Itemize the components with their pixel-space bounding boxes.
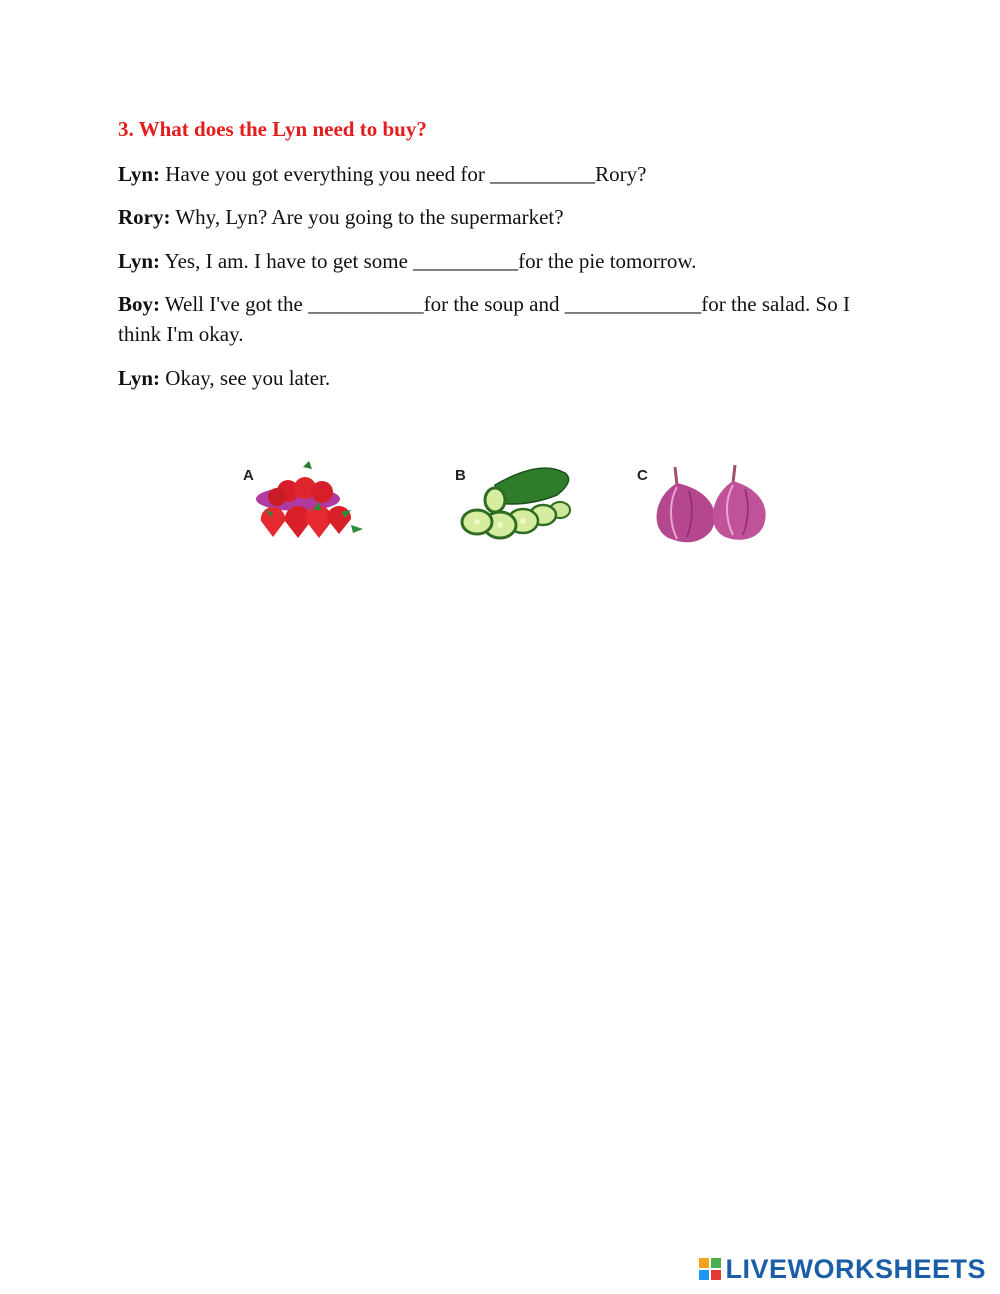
speaker-label: Lyn:	[118, 366, 161, 390]
brand-name: LIVEWORKSHEETS	[725, 1253, 986, 1284]
speaker-label: Lyn:	[118, 249, 161, 273]
onions-icon	[637, 455, 777, 550]
dialogue-line-4	[118, 289, 888, 349]
answer-options	[0, 455, 1000, 555]
brand-watermark	[699, 1254, 986, 1284]
dialogue-text: Why, Lyn? Are you going to the supermarket?	[175, 205, 564, 229]
dialogue-text: Okay, see you later.	[165, 366, 331, 390]
dialogue-text: Have you got everything you need for __________Rory?	[165, 162, 647, 186]
option-a	[243, 455, 368, 550]
dialogue-line-3	[118, 246, 888, 276]
cucumber-icon	[455, 455, 580, 550]
dialogue-line-2	[118, 202, 888, 232]
speaker-label: Rory:	[118, 205, 171, 229]
speaker-label: Boy:	[118, 292, 160, 316]
option-label: A	[243, 467, 254, 484]
dialogue-line-5	[118, 363, 888, 393]
option-c	[637, 455, 777, 550]
question-title: 3. What does the Lyn need to buy?	[118, 117, 427, 141]
dialogue-line-1	[118, 159, 888, 189]
option-label: C	[637, 467, 648, 484]
option-b	[455, 455, 580, 550]
speaker-label: Lyn:	[118, 162, 161, 186]
liveworksheets-logo-icon	[699, 1258, 721, 1280]
apples-icon	[243, 455, 368, 550]
dialogue-text: Yes, I am. I have to get some __________for the pie tomorrow.	[164, 249, 697, 273]
option-label: B	[455, 467, 466, 484]
dialogue-text: Well I've got the ___________for the soup and _____________for the salad. So I think I'm okay.	[118, 292, 850, 346]
